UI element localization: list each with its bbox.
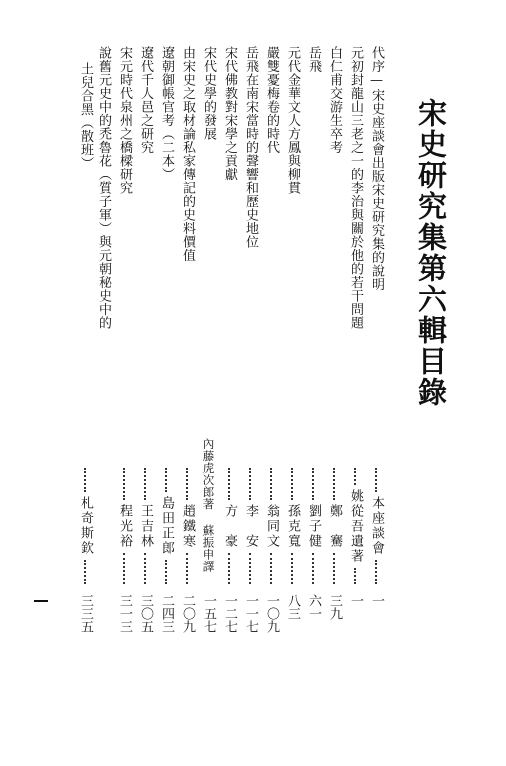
entry-page-number: 二〇九 — [180, 594, 195, 633]
leader-dots — [84, 560, 86, 584]
toc-entry — [199, 46, 217, 633]
entry-title: 元初封龍山三老之一的李治與關於他的若干問題 — [348, 46, 363, 330]
leader-dots — [123, 553, 125, 585]
entry-page-number: 一 — [369, 594, 384, 607]
toc-entry — [325, 46, 343, 626]
entry-page-number: 一〇九 — [264, 594, 279, 633]
entry-title: 遼代千人邑之研究 — [138, 46, 153, 154]
leader-dots — [123, 468, 125, 500]
leader-dots — [186, 468, 188, 500]
entry-title: 岳飛在南宋當時的聲響和歷史地位 — [243, 46, 258, 249]
leader-dots — [375, 468, 377, 492]
entry-author: 內藤虎次郎著 蘇振申譯 — [201, 438, 216, 573]
entry-page-number: 八三 — [285, 594, 300, 620]
entry-author: 姚從吾遺著 — [348, 488, 363, 564]
leader-dots — [249, 553, 251, 585]
toc-entry — [178, 46, 196, 633]
leader-dots — [144, 553, 146, 585]
entry-author: 翁同文 — [264, 503, 279, 549]
leader-dots — [291, 468, 293, 500]
entry-page-number: 一一七 — [243, 594, 258, 633]
leader-dots — [84, 468, 86, 492]
leader-dots — [165, 560, 167, 584]
entry-author: 王吉林 — [138, 503, 153, 549]
entry-author: 李 安 — [243, 503, 258, 549]
entry-page-number: 二四三 — [159, 594, 174, 633]
leader-dots — [354, 568, 356, 585]
entry-author: 札奇斯欽 — [78, 496, 93, 556]
entry-author: 孫克寬 — [285, 503, 300, 549]
entry-title: 遼朝御帳官考（二本） — [159, 46, 174, 181]
entry-page-number: 三三五 — [78, 594, 93, 633]
toc-entry — [367, 46, 385, 626]
leader-dots — [270, 553, 272, 585]
entry-title: 宋元時代泉州之橋樑研究 — [117, 46, 132, 195]
leader-dots — [312, 468, 314, 500]
leader-dots — [291, 553, 293, 585]
leader-dots — [228, 553, 230, 585]
leader-dots — [333, 468, 335, 500]
entry-author: 趙鐵寒 — [180, 503, 195, 549]
leader-dots — [375, 560, 377, 584]
leader-dots — [144, 468, 146, 500]
toc-entry — [262, 46, 280, 633]
entry-title: 岳飛 — [306, 46, 321, 73]
entry-author: 劉子健 — [306, 503, 321, 549]
entry-title: 元代金華文人方鳳與柳貫 — [285, 46, 300, 195]
toc-entry — [115, 46, 133, 633]
toc-entry — [76, 46, 112, 633]
leader-dots — [249, 468, 251, 500]
entry-title: 說舊元史中的禿魯花（質子軍）與元朝秘史中的 — [96, 46, 111, 330]
entry-author: 方 豪 — [222, 503, 237, 549]
entry-page-number: 三九 — [327, 594, 342, 620]
entry-title-continued: 土兒合黑（散班） — [78, 62, 93, 170]
entry-page-number: 一二七 — [222, 594, 237, 633]
leader-dots — [354, 468, 356, 485]
entry-author: 鄭 騫 — [327, 503, 342, 549]
entry-author: 島田正郎 — [159, 496, 174, 556]
entry-title: 嚴雙憂梅卷的時代 — [264, 46, 279, 154]
entry-page-number: 一五七 — [201, 594, 216, 633]
toc-entry — [136, 46, 154, 633]
toc-entry — [220, 46, 238, 633]
toc-entry — [241, 46, 259, 633]
toc-entry — [157, 46, 175, 633]
leader-dots — [165, 468, 167, 492]
leader-dots — [312, 553, 314, 585]
entry-page-number: 六一 — [306, 594, 321, 620]
folio-mark — [34, 600, 48, 602]
entry-page-number: 一 — [348, 594, 363, 607]
leader-dots — [186, 553, 188, 585]
entry-author: 本座談會 — [369, 496, 384, 556]
toc-entry — [283, 46, 301, 626]
toc-entry — [304, 46, 322, 626]
toc-entry — [346, 46, 364, 626]
leader-dots — [333, 553, 335, 585]
entry-title: 宋代史學的發展 — [201, 46, 216, 141]
leader-dots — [270, 468, 272, 500]
entry-page-number: 三一三 — [117, 594, 132, 633]
entry-title: 代序—宋史座談會出版宋史研究集的說明 — [369, 46, 384, 291]
entry-title: 宋代佛教對宋學之貢獻 — [222, 46, 237, 181]
entry-page-number: 三〇五 — [138, 594, 153, 633]
entry-title: 白仁甫交游生卒考 — [327, 46, 342, 154]
toc-title: 宋史研究集第六輯目錄 — [414, 98, 448, 408]
leader-dots — [228, 468, 230, 500]
entry-author: 程光裕 — [117, 503, 132, 549]
entry-title: 由宋史之取材論私家傳記的史料價值 — [180, 46, 195, 262]
